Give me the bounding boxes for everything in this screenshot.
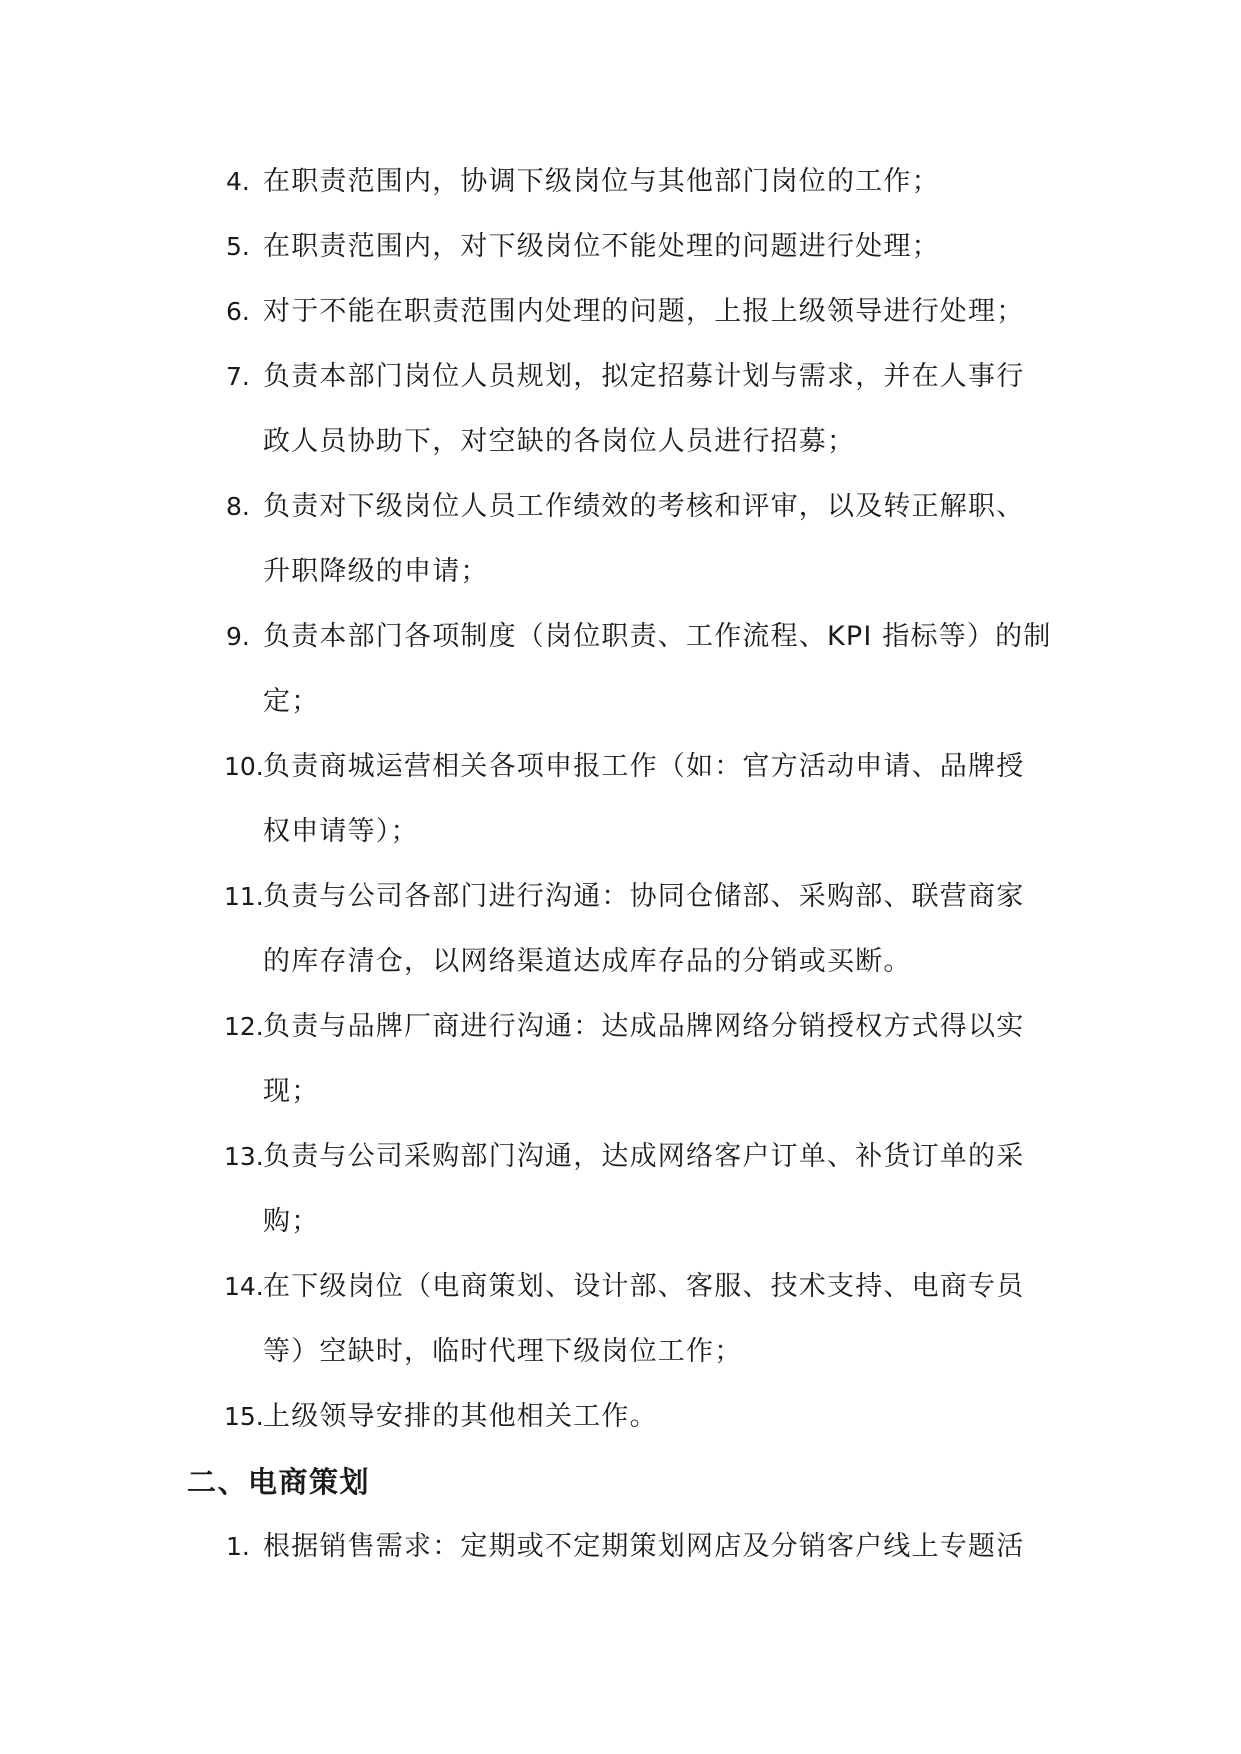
item-number: 1. [226, 1532, 250, 1561]
item-text-continued: 升职降级的申请； [263, 556, 489, 587]
item-text: 对于不能在职责范围内处理的问题，上报上级领导进行处理； [263, 296, 1025, 327]
item-text-continued: 购； [263, 1206, 320, 1237]
item-text: 负责本部门岗位人员规划，拟定招募计划与需求，并在人事行 [263, 361, 1025, 392]
item-text: 根据销售需求：定期或不定期策划网店及分销客户线上专题活 [263, 1531, 1025, 1562]
item-text: 负责对下级岗位人员工作绩效的考核和评审，以及转正解职、 [263, 491, 1025, 522]
item-text: 负责与公司采购部门沟通，达成网络客户订单、补货订单的采 [263, 1141, 1025, 1172]
item-text: 负责与公司各部门进行沟通：协同仓储部、采购部、联营商家 [263, 881, 1025, 912]
item-number: 9. [226, 622, 250, 651]
item-number: 14. [224, 1272, 264, 1301]
section-heading: 二、电商策划 [187, 1465, 371, 1499]
item-number: 8. [226, 492, 250, 521]
item-text: 上级领导安排的其他相关工作。 [263, 1401, 658, 1432]
item-text-continued: 权申请等）； [263, 816, 419, 847]
item-text: 负责本部门各项制度（岗位职责、工作流程、KPI 指标等）的制 [263, 621, 1052, 652]
item-number: 5. [226, 232, 250, 261]
item-text: 在下级岗位（电商策划、设计部、客服、技术支持、电商专员 [263, 1271, 1025, 1302]
item-number: 10. [224, 752, 264, 781]
item-number: 4. [226, 167, 250, 196]
item-number: 13. [224, 1142, 264, 1171]
item-text-continued: 现； [263, 1076, 320, 1107]
item-text: 在职责范围内，协调下级岗位与其他部门岗位的工作； [263, 166, 940, 197]
item-text-continued: 政人员协助下，对空缺的各岗位人员进行招募； [263, 426, 856, 457]
item-number: 7. [226, 362, 250, 391]
item-text: 在职责范围内，对下级岗位不能处理的问题进行处理； [263, 231, 940, 262]
item-number: 6. [226, 297, 250, 326]
item-text: 负责商城运营相关各项申报工作（如：官方活动申请、品牌授 [263, 751, 1025, 782]
item-text-continued: 定； [263, 686, 320, 717]
item-text-continued: 的库存清仓，以网络渠道达成库存品的分销或买断。 [263, 946, 912, 977]
item-number: 12. [224, 1012, 264, 1041]
item-text-continued: 等）空缺时，临时代理下级岗位工作； [263, 1336, 743, 1367]
item-number: 11. [224, 882, 264, 911]
item-text: 负责与品牌厂商进行沟通：达成品牌网络分销授权方式得以实 [263, 1011, 1025, 1042]
item-number: 15. [224, 1402, 264, 1431]
